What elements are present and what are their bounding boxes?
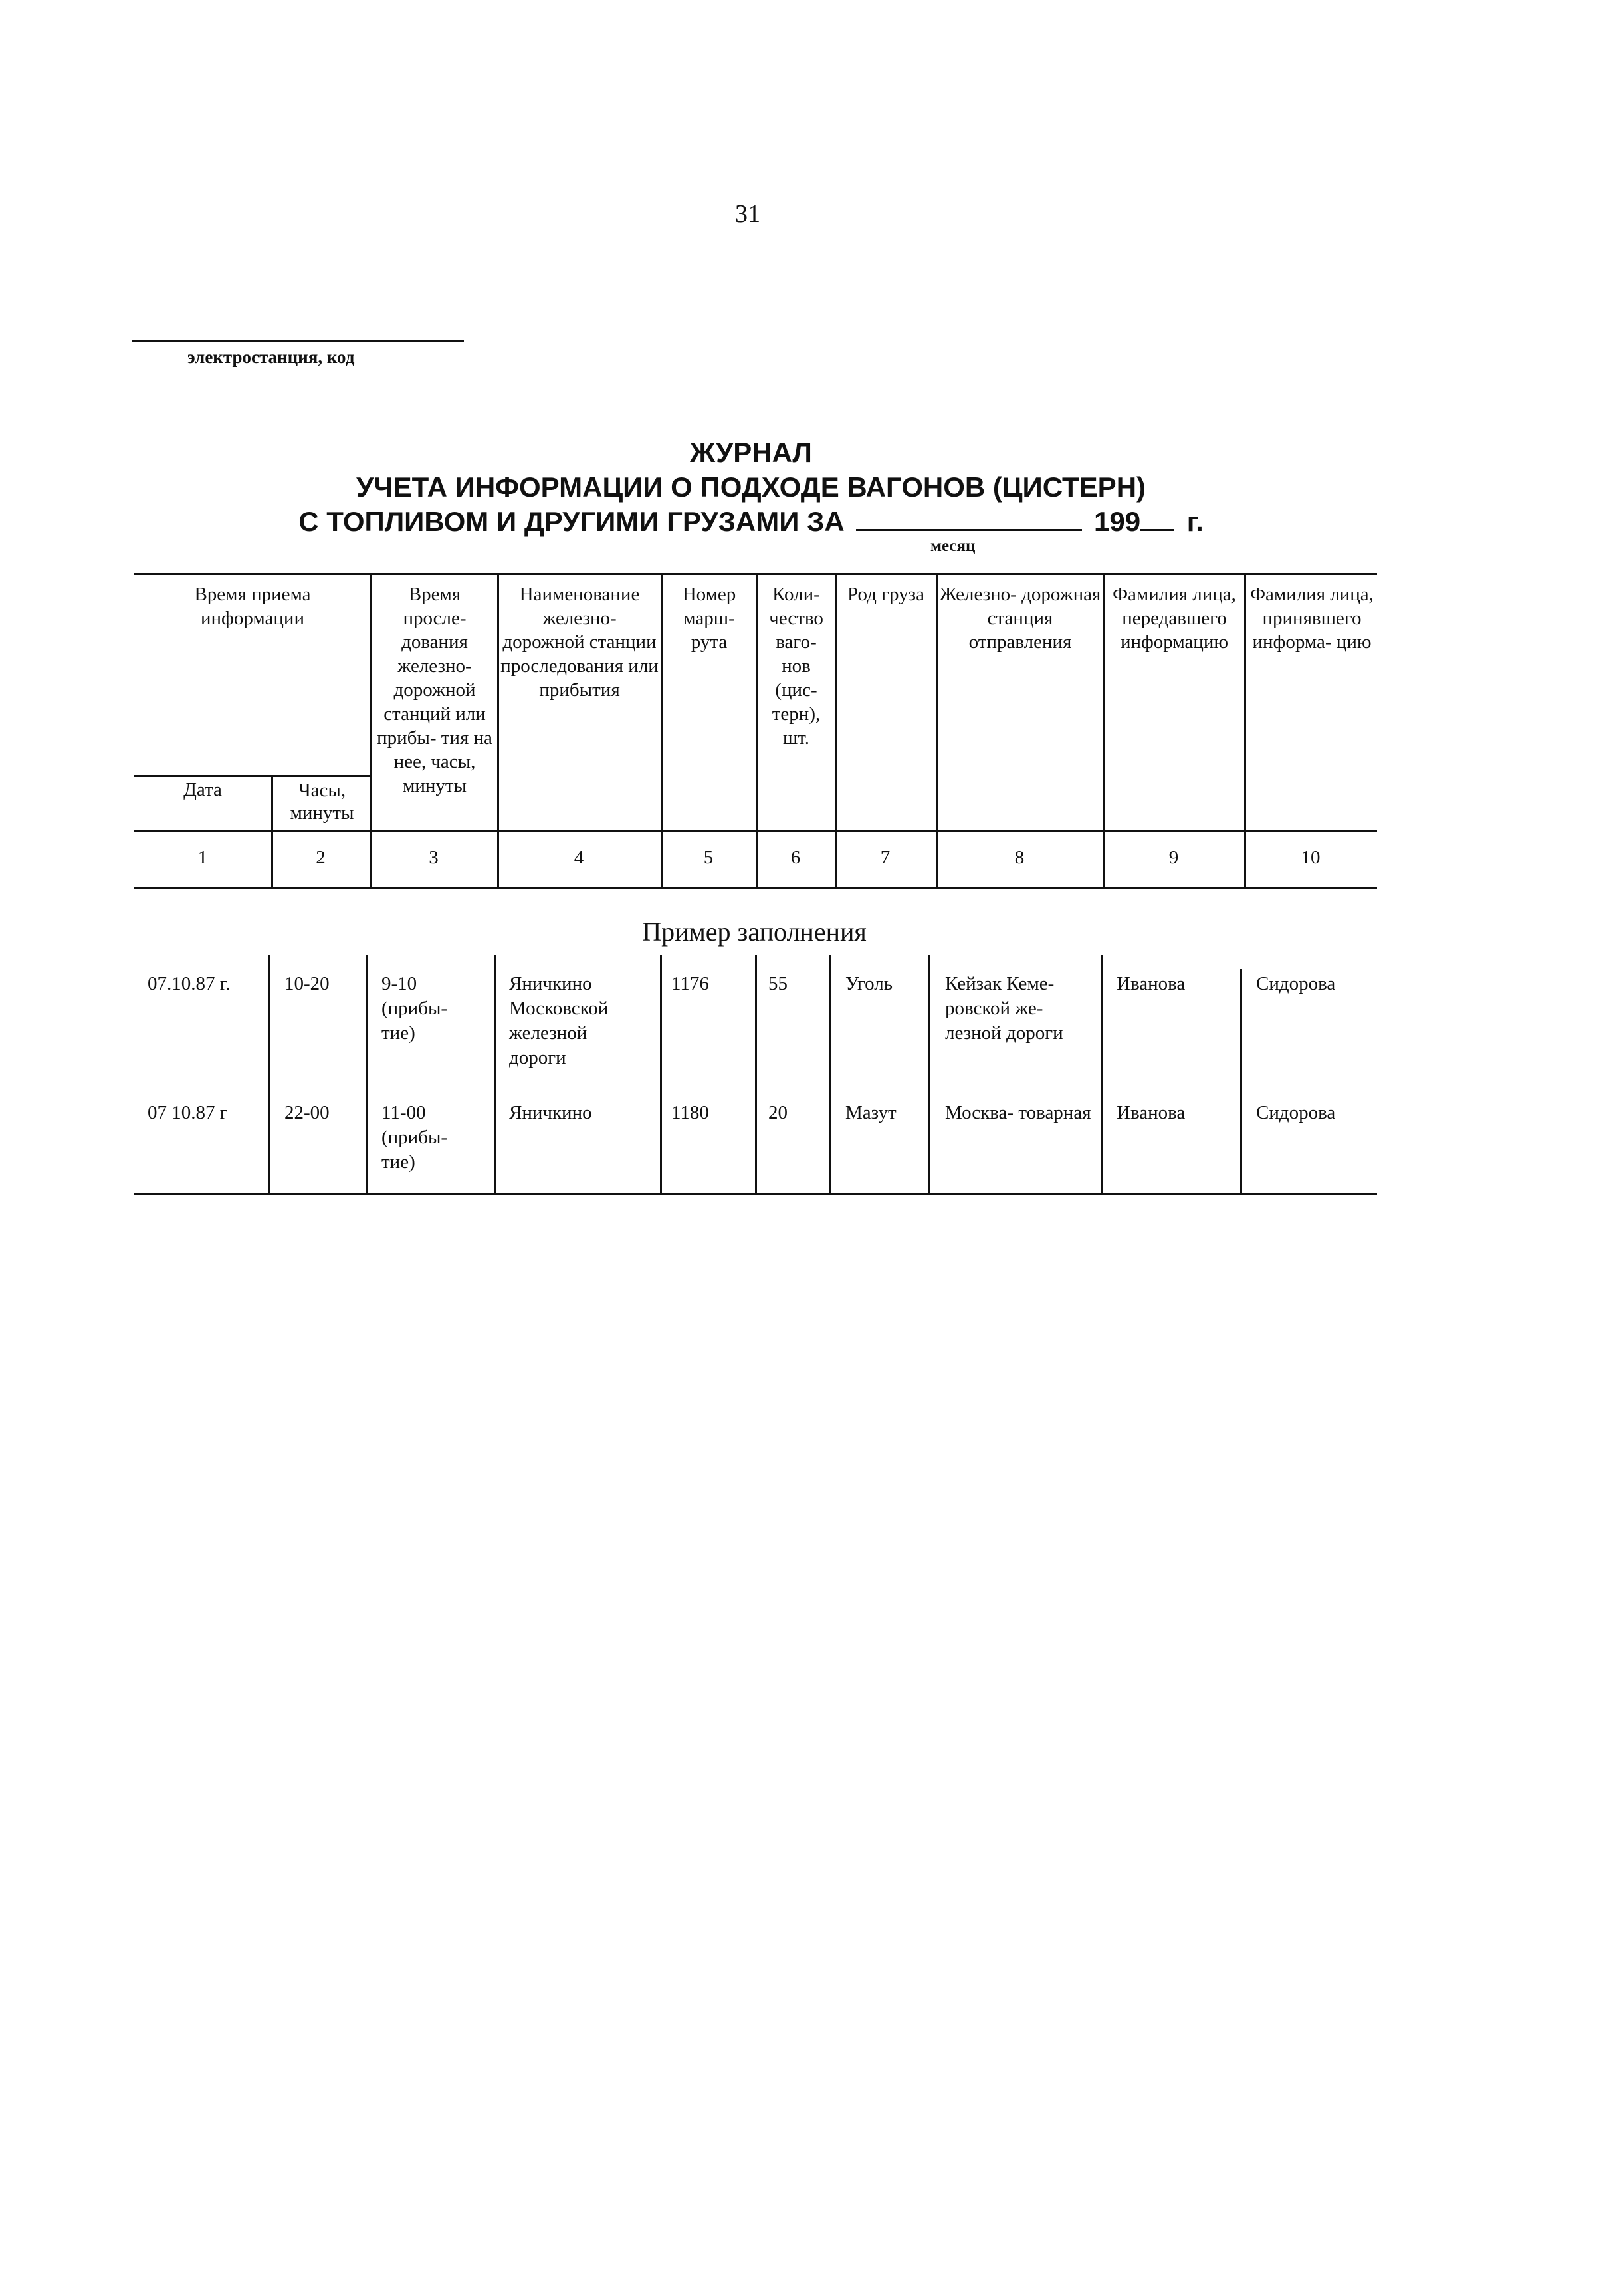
header-col-divider (661, 573, 663, 887)
page-number: 31 (735, 200, 760, 228)
year-prefix: 199 (1094, 506, 1141, 537)
row1-receiver: Сидорова (1256, 973, 1336, 994)
row2-date: 07 10.87 г (148, 1102, 228, 1123)
column-number: 3 (429, 847, 439, 868)
header-col4: Наименование железно- дорожной станции проследования или прибытия (500, 584, 659, 701)
example-col-divider (660, 955, 662, 1193)
row2-hours: 22-00 (284, 1102, 330, 1123)
column-number: 9 (1168, 847, 1179, 868)
column-number: 4 (574, 847, 584, 868)
example-col-divider (829, 955, 831, 1193)
column-number: 10 (1301, 847, 1321, 868)
header-col-divider (497, 573, 499, 887)
row2-receiver: Сидорова (1256, 1102, 1336, 1123)
year-blank (1140, 507, 1174, 531)
title-line-1: ЖУРНАЛ (690, 437, 812, 468)
example-col-divider (268, 955, 270, 1193)
row1-date: 07.10.87 г. (148, 973, 231, 994)
column-number: 8 (1014, 847, 1025, 868)
header-col-divider (1244, 573, 1246, 887)
example-col-divider (755, 955, 757, 1193)
header-col-divider (756, 573, 758, 887)
example-title: Пример заполнения (642, 917, 867, 947)
row2-count: 20 (768, 1102, 788, 1123)
header-col3: Время просле- дования железно- дорожной станций или прибы- тия на нее, часы, минуты (377, 584, 492, 796)
header-top-rule (134, 573, 1377, 575)
column-number: 5 (703, 847, 714, 868)
column-number: 1 (197, 847, 208, 868)
row1-sender: Иванова (1117, 973, 1186, 994)
example-bottom-rule (134, 1193, 1377, 1195)
row1-departure: Кейзак Кеме- ровской же- лезной дороги (945, 973, 1063, 1044)
header-col10: Фамилия лица, принявшего информа- цию (1250, 584, 1374, 653)
column-number: 2 (316, 847, 326, 868)
header-col-divider (936, 573, 938, 887)
org-signature-line (132, 340, 464, 342)
title-line-2: УЧЕТА ИНФОРМАЦИИ О ПОДХОДЕ ВАГОНОВ (ЦИСТЕРН) (356, 471, 1146, 503)
header-col5: Номер марш- рута (682, 584, 736, 653)
example-col-divider (928, 955, 930, 1193)
title-line-3 (298, 505, 1204, 539)
row2-cargo: Мазут (845, 1102, 897, 1123)
journal-title (133, 435, 1369, 539)
row2-time: 11-00 (прибы- тие) (381, 1102, 448, 1173)
header-col-divider (370, 573, 372, 887)
header-hours: Часы, минуты (290, 780, 354, 824)
title-line-3-prefix: С ТОПЛИВОМ И ДРУГИМИ ГРУЗАМИ ЗА (298, 506, 845, 537)
row1-hours: 10-20 (284, 973, 330, 994)
header-col-divider (271, 775, 273, 887)
header-time-group: Время приема информации (194, 584, 311, 629)
row2-station: Яничкино (509, 1102, 592, 1123)
example-col-divider (1240, 969, 1242, 1193)
header-col-divider (835, 573, 837, 887)
header-sub-rule (134, 775, 370, 777)
column-number: 7 (880, 847, 891, 868)
column-number: 6 (790, 847, 801, 868)
example-col-divider (494, 955, 496, 1193)
header-col7: Род груза (847, 584, 924, 605)
example-col-divider (366, 955, 368, 1193)
row2-departure: Москва- товарная (945, 1102, 1091, 1123)
header-numbers-bottom-rule (134, 887, 1377, 889)
header-col9: Фамилия лица, передавшего информацию (1113, 584, 1236, 653)
org-caption: электростанция, код (187, 347, 355, 367)
row2-route: 1180 (671, 1102, 709, 1123)
header-numbers-top-rule (134, 830, 1377, 832)
row1-cargo: Уголь (845, 973, 893, 994)
row1-station: Яничкино Московской железной дороги (509, 973, 609, 1068)
month-blank (856, 507, 1082, 531)
row1-route: 1176 (671, 973, 709, 994)
row1-count: 55 (768, 973, 788, 994)
month-caption: месяц (930, 537, 976, 555)
row2-sender: Иванова (1117, 1102, 1186, 1123)
year-suffix: г. (1186, 506, 1204, 537)
header-col8: Железно- дорожная станция отправления (939, 584, 1101, 653)
row1-time: 9-10 (прибы- тие) (381, 973, 448, 1044)
example-col-divider (1101, 955, 1103, 1193)
header-date: Дата (183, 779, 222, 800)
header-col6: Коли- чество ваго- нов (цис- терн), шт. (769, 584, 823, 748)
header-col-divider (1103, 573, 1105, 887)
